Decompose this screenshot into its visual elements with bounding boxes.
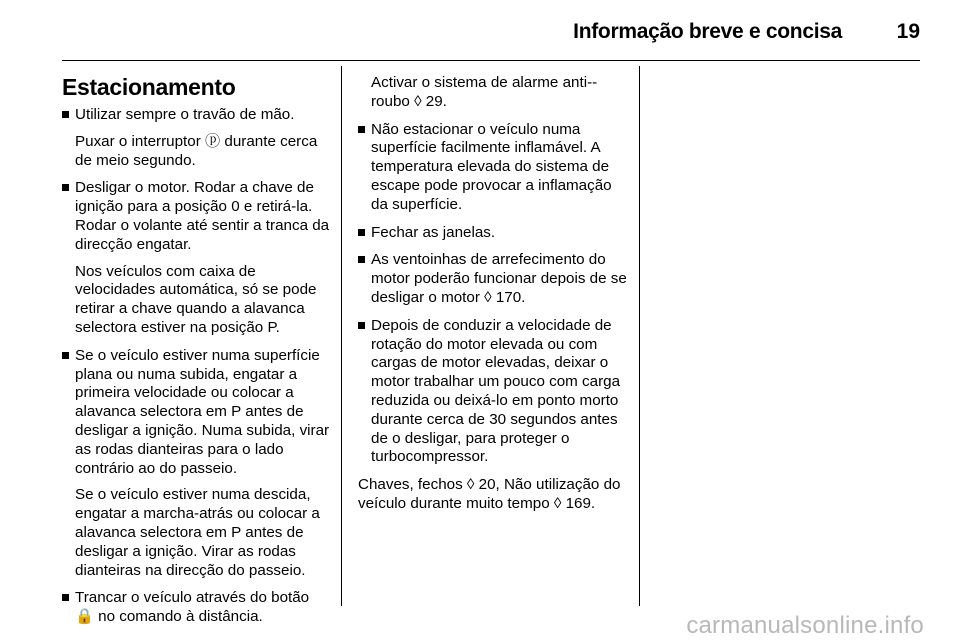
list-item-text: Não estacionar o veículo numa superfície facilmente inflamável. A temperatura elevada do sistema de escape pode provocar a inflamação da superfície. [371,120,612,213]
list-item [358,251,630,307]
column-divider-left [341,66,342,606]
list-item-subtext: Se o veículo estiver numa descida, engatar a marcha-atrás ou colocar a alavanca selectora em P antes de desligar a ignição. Virar as rodas dianteiras na direcção do passeio. [75,486,320,579]
list-item [62,589,330,627]
list-item-text: As ventoinhas de arrefecimento do motor poderão funcionar depois de se desligar o motor ◊ 170. [371,251,627,306]
page-number: 19 [896,20,920,43]
list-item-text: Trancar o veículo através do botão 🔒 no comando à distância. [75,589,310,626]
bullet-square-icon [62,184,69,191]
list-item-text: Se o veículo estiver numa superfície plana ou numa subida, engatar a primeira velocidade ou colocar a alavanca selectora em P antes de desligar a ignição. Numa subida, virar as rodas dianteiras para o lado contrário ao do passeio. [75,346,330,477]
header-rule [62,60,920,61]
bullet-list-2 [358,121,630,468]
bullet-list-1 [62,106,330,627]
list-item [358,224,630,243]
list-item-subtext: Puxar o interruptor ⓟ durante cerca de meio segundo. [75,132,318,169]
bullet-square-icon [358,256,365,263]
column-2 [358,74,630,514]
bullet-square-icon [358,322,365,329]
list-item [62,106,330,170]
list-item-text: Utilizar sempre o travão de mão. [75,106,295,123]
bullet-square-icon [62,111,69,118]
column-divider-right [639,66,640,606]
list-item [62,347,330,581]
list-item [62,179,330,337]
column-1 [62,72,330,636]
list-item [358,317,630,467]
section-title: Estacionamento [62,74,236,100]
list-item-text: Fechar as janelas. [371,223,496,241]
list-item-text: Depois de conduzir a velocidade de rotação do motor elevada ou com cargas de motor elevadas, deixar o motor trabalhar um pouco com carga reduzida ou deixá-lo em ponto morto durante cerca de 30 segundos antes de o desligar, para proteger o turbocompressor. [371,316,621,466]
cross-references: Chaves, fechos ◊ 20, Não utilização do veículo durante muito tempo ◊ 169. [358,476,621,512]
list-item-subtext: Nos veículos com caixa de velocidades automática, só se pode retirar a chave quando a alavanca selectora estiver na posição P. [75,262,317,336]
bullet-square-icon [62,352,69,359]
list-item-text: Desligar o motor. Rodar a chave de ignição para a posição 0 e retirá-la. Rodar o volante até sentir a tranca da direcção engatar. [75,179,330,253]
page-header [0,14,960,54]
list-item [358,121,630,215]
header-title: Informação breve e concisa [573,20,842,43]
bullet-square-icon [358,229,365,236]
list-item-continuation: Activar o sistema de alarme anti--roubo ◊ 29. [371,74,598,110]
bullet-square-icon [358,126,365,133]
watermark: carmanualsonline.info [686,612,924,639]
bullet-square-icon [62,594,69,601]
